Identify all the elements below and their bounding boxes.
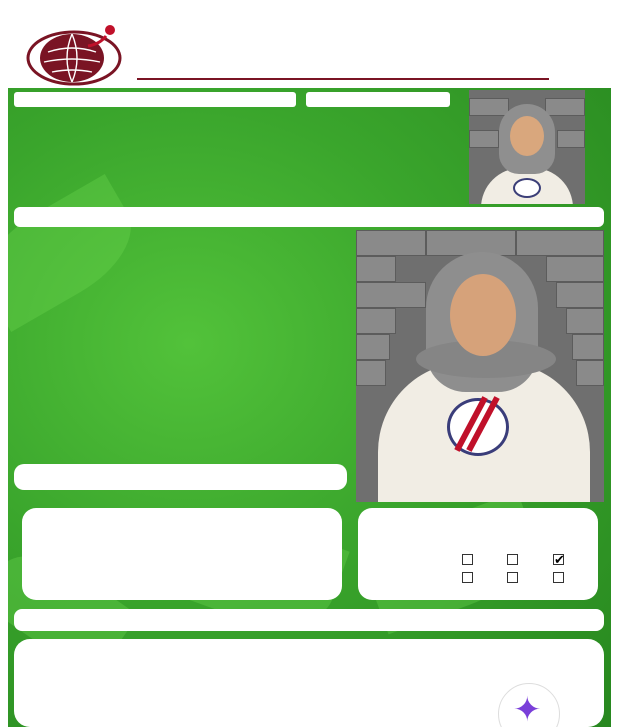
agency-header	[0, 0, 634, 90]
contact-row	[14, 609, 604, 631]
arabic-fair-checkbox[interactable]	[507, 554, 518, 565]
experience-heading	[14, 464, 347, 490]
leaf-decoration	[8, 174, 150, 332]
language-box	[358, 508, 598, 600]
post-applied-row	[14, 92, 296, 107]
small-portrait-photo	[469, 90, 585, 204]
english-poor-checkbox[interactable]	[462, 572, 473, 583]
arabic-good-checkbox[interactable]: ✔	[554, 552, 565, 567]
app-badge	[498, 683, 560, 727]
work-experience-box	[14, 639, 604, 727]
arabic-poor-checkbox[interactable]	[462, 554, 473, 565]
full-name-row	[14, 207, 604, 227]
english-fair-checkbox[interactable]	[507, 572, 518, 583]
star-logo-icon: ✦	[513, 691, 542, 727]
large-portrait-photo	[356, 230, 604, 502]
date-row	[306, 92, 450, 107]
english-good-checkbox[interactable]	[553, 572, 564, 583]
header-divider	[137, 78, 549, 80]
previous-employment-box	[22, 508, 342, 600]
cv-card	[8, 88, 611, 727]
agency-logo	[22, 22, 132, 86]
